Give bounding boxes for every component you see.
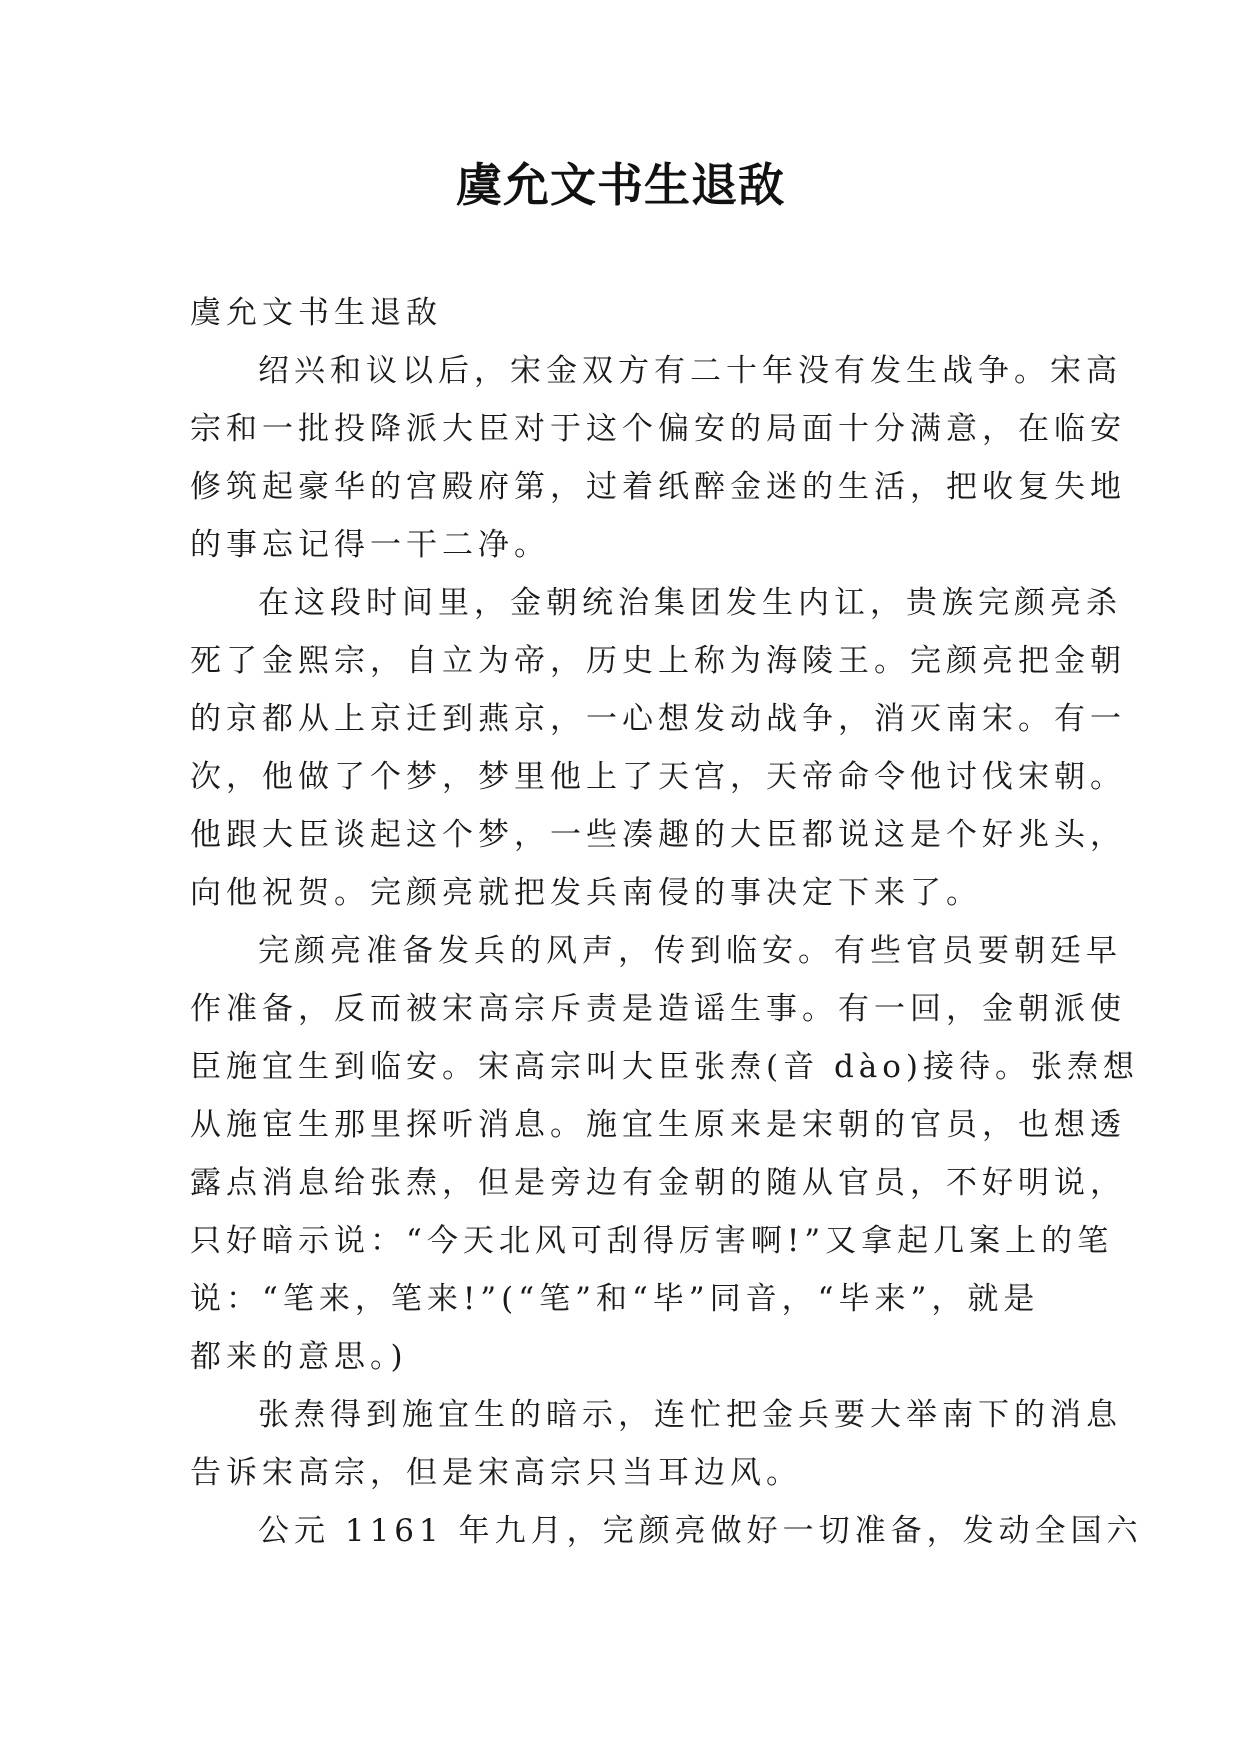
body-text-line: 公元 1161 年九月，完颜亮做好一切准备，发动全国六 (258, 1513, 1143, 1549)
body-text-line: 修筑起豪华的宫殿府第，过着纸醉金迷的生活，把收复失地 (190, 469, 1126, 505)
body-text-line: 的事忘记得一干二净。 (190, 527, 550, 563)
document-body (190, 284, 1143, 1560)
body-text-line: 说：“笔来，笔来!”(“笔”和“毕”同音，“毕来”，就是 (190, 1281, 1040, 1317)
body-text-line: 告诉宋高宗，但是宋高宗只当耳边风。 (190, 1455, 802, 1491)
body-text-line: 在这段时间里，金朝统治集团发生内讧，贵族完颜亮杀 (258, 585, 1122, 621)
body-text-line: 都来的意思。) (190, 1339, 408, 1375)
body-text-line: 死了金熙宗，自立为帝，历史上称为海陵王。完颜亮把金朝 (190, 643, 1126, 679)
body-text-line: 只好暗示说：“今天北风可刮得厉害啊!”又拿起几案上的笔 (190, 1223, 1114, 1259)
body-text-line: 臣施宜生到临安。宋高宗叫大臣张焘(音 dào)接待。张焘想 (190, 1049, 1140, 1085)
body-text-line: 从施宦生那里探听消息。施宜生原来是宋朝的官员，也想透 (190, 1107, 1126, 1143)
body-text-line: 宗和一批投降派大臣对于这个偏安的局面十分满意，在临安 (190, 411, 1126, 447)
document-title: 虞允文书生退敌 (456, 158, 785, 212)
body-text-line: 作准备，反而被宋高宗斥责是造谣生事。有一回，金朝派使 (190, 991, 1126, 1027)
body-text-line: 露点消息给张焘，但是旁边有金朝的随从官员，不好明说， (190, 1165, 1126, 1201)
body-text-line: 他跟大臣谈起这个梦，一些凑趣的大臣都说这是个好兆头， (190, 817, 1126, 853)
body-text-line: 完颜亮准备发兵的风声，传到临安。有些官员要朝廷早 (258, 933, 1122, 969)
body-text-line: 向他祝贺。完颜亮就把发兵南侵的事决定下来了。 (190, 875, 982, 911)
body-text-line: 绍兴和议以后，宋金双方有二十年没有发生战争。宋高 (258, 353, 1122, 389)
body-text-line: 的京都从上京迁到燕京，一心想发动战争，消灭南宋。有一 (190, 701, 1126, 737)
body-text-line: 张焘得到施宜生的暗示，连忙把金兵要大举南下的消息 (258, 1397, 1122, 1433)
body-subtitle-line: 虞允文书生退敌 (190, 295, 442, 331)
body-text-line: 次，他做了个梦，梦里他上了天宫，天帝命令他讨伐宋朝。 (190, 759, 1126, 795)
